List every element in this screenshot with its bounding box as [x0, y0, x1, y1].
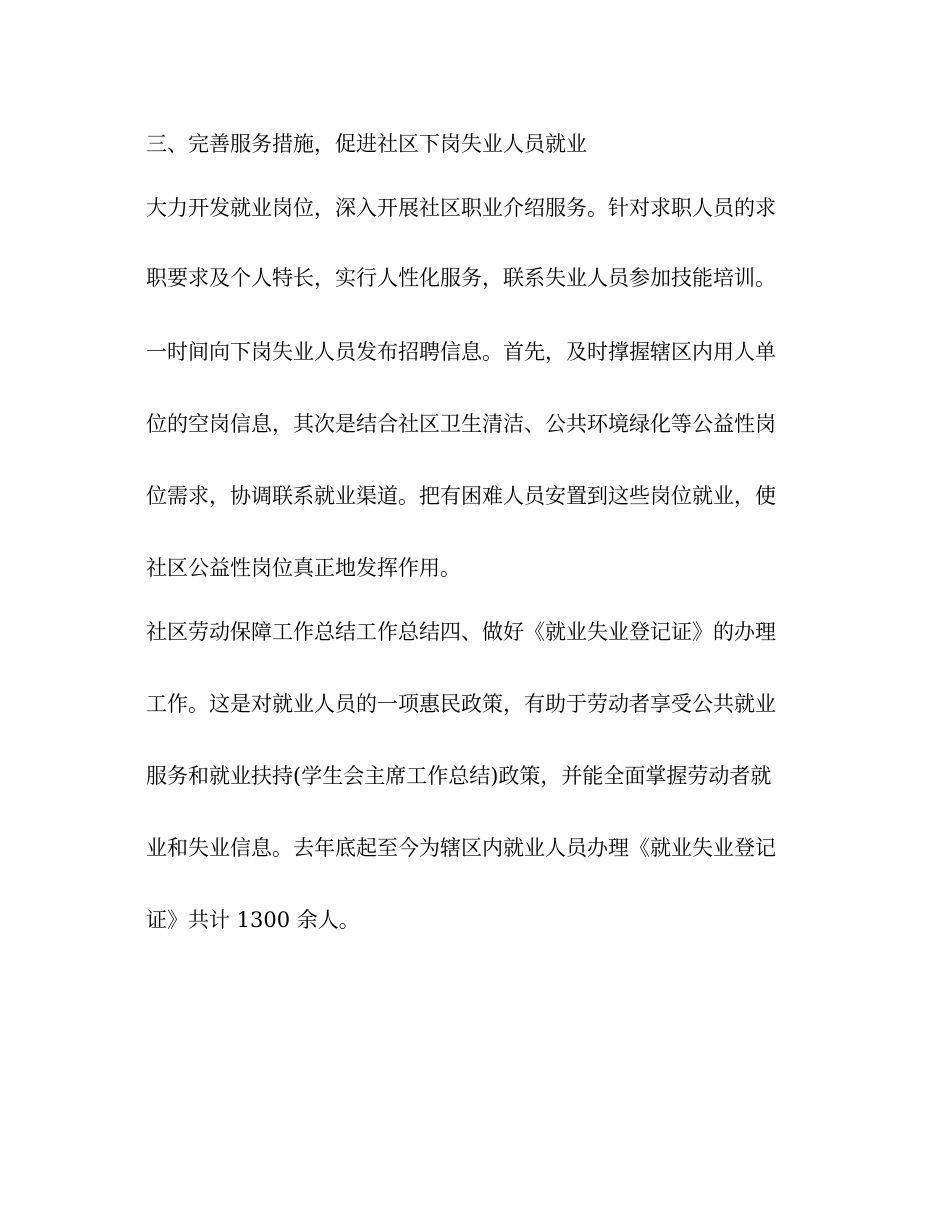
paragraph-2-line-2: 工作。这是对就业人员的一项惠民政策，有助于劳动者享受公共就业 — [146, 692, 776, 716]
paragraph-1-line-1: 大力开发就业岗位，深入开展社区职业介绍服务。针对求职人员的求 — [146, 196, 776, 220]
paragraph-1-line-5: 位需求，协调联系就业渠道。把有困难人员安置到这些岗位就业，使 — [146, 484, 776, 508]
paragraph-2-line-3: 服务和就业扶持(学生会主席工作总结)政策，并能全面掌握劳动者就 — [146, 764, 772, 788]
section-heading: 三、完善服务措施，促进社区下岗失业人员就业 — [146, 132, 587, 156]
paragraph-1-line-4: 位的空岗信息，其次是结合社区卫生清洁、公共环境绿化等公益性岗 — [146, 412, 776, 436]
paragraph-2-line-5: 证》共计 1300 余人。 — [146, 908, 360, 932]
paragraph-2-line-4: 业和失业信息。去年底起至今为辖区内就业人员办理《就业失业登记 — [146, 836, 776, 860]
paragraph-1-line-2: 职要求及个人特长，实行人性化服务，联系失业人员参加技能培训。 — [146, 266, 776, 290]
paragraph-1-line-6: 社区公益性岗位真正地发挥作用。 — [146, 556, 461, 580]
paragraph-1-line-3: 一时间向下岗失业人员发布招聘信息。首先，及时撑握辖区内用人单 — [146, 340, 776, 364]
paragraph-2-line-1: 社区劳动保障工作总结工作总结四、做好《就业失业登记证》的办理 — [146, 620, 776, 644]
